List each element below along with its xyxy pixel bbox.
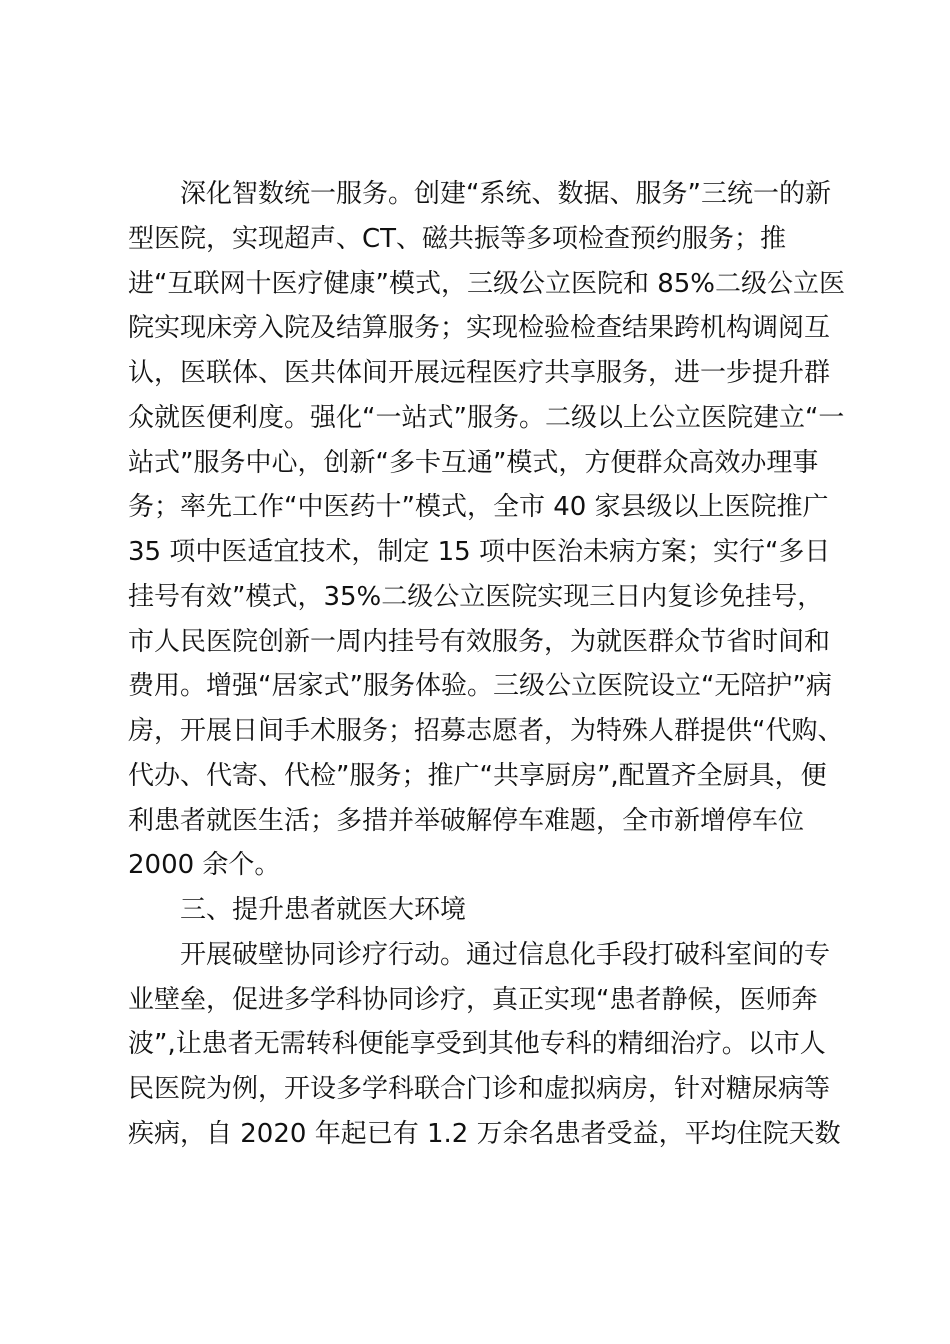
paragraph-line: 房，开展日间手术服务；招募志愿者，为特殊人群提供“代购、 (128, 716, 844, 746)
document-body (128, 172, 848, 1157)
paragraph-line: 开展破壁协同诊疗行动。通过信息化手段打破科室间的专 (180, 939, 831, 970)
paragraph-line: 进“互联网十医疗健康”模式，三级公立医院和 85%二级公立医 (128, 268, 845, 299)
paragraph-line: 费用。增强“居家式”服务体验。三级公立医院设立“无陪护”病 (128, 671, 832, 702)
paragraph-line: 业壁垒，促进多学科协同诊疗，真正实现“患者静候，医师奔 (128, 984, 818, 1015)
paragraph-line: 务；率先工作“中医药十”模式，全市 40 家县级以上医院推广 (128, 492, 829, 523)
paragraph-line: 站式”服务中心，创新“多卡互通”模式，方便群众高效办理事 (128, 447, 819, 478)
paragraph-line: 代办、代寄、代检”服务；推广“共享厨房”,配置齐全厨具，便 (128, 760, 827, 791)
paragraph-line: 挂号有效”模式，35%二级公立医院实现三日内复诊免挂号， (128, 581, 824, 612)
paragraph-line: 众就医便利度。强化“一站式”服务。二级以上公立医院建立“一 (128, 402, 845, 433)
paragraph-line: 波”,让患者无需转科便能享受到其他专科的精细治疗。以市人 (128, 1029, 826, 1060)
paragraph-line: 院实现床旁入院及结算服务；实现检验检查结果跨机构调阅互 (128, 313, 831, 344)
paragraph-line: 认，医联体、医共体间开展远程医疗共享服务，进一步提升群 (128, 358, 831, 388)
paragraph-line: 型医院，实现超声、CT、磁共振等多项检查预约服务；推 (128, 223, 787, 254)
paragraph-line: 35 项中医适宜技术，制定 15 项中医治未病方案；实行“多日 (128, 537, 831, 567)
paragraph-line: 疾病，自 2020 年起已有 1.2 万余名患者受益，平均住院天数 (128, 1118, 841, 1149)
paragraph-line: 民医院为例，开设多学科联合门诊和虚拟病房，针对糖尿病等 (128, 1074, 831, 1104)
paragraph-line: 深化智数统一服务。创建“系统、数据、服务”三统一的新 (180, 179, 831, 209)
paragraph-line: 2000 余个。 (128, 850, 281, 881)
paragraph-line: 利患者就医生活；多措并举破解停车难题，全市新增停车位 (128, 805, 805, 836)
section-heading: 三、提升患者就医大环境 (180, 895, 467, 925)
paragraph-line: 市人民医院创新一周内挂号有效服务，为就医群众节省时间和 (128, 626, 831, 657)
